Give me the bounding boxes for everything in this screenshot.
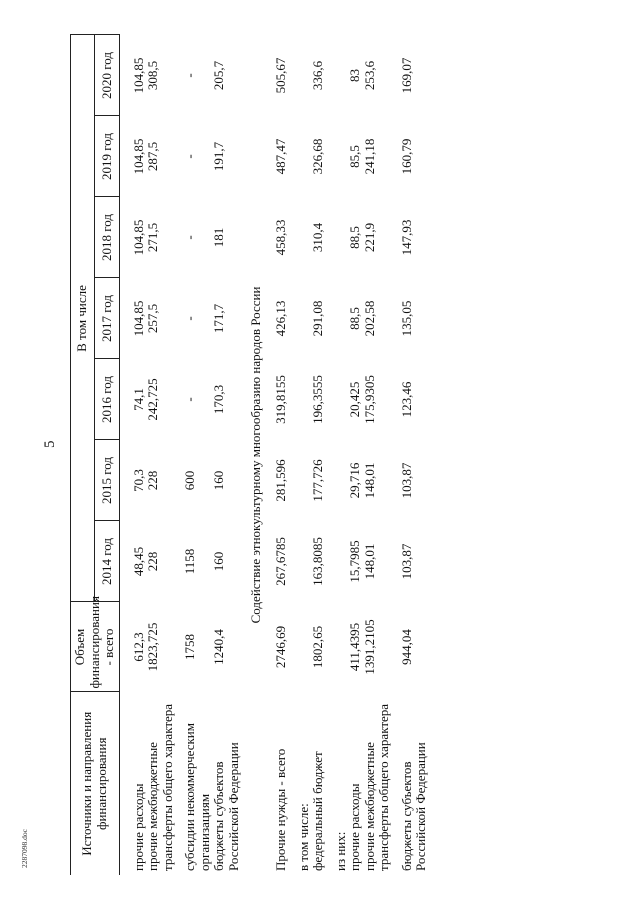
value-cell: 135,05 bbox=[398, 300, 414, 337]
value-cell: 287,5 bbox=[145, 141, 161, 172]
value-cell: 426,13 bbox=[273, 300, 289, 337]
value-cell: 123,46 bbox=[398, 381, 414, 418]
spacer-cell bbox=[119, 35, 132, 875]
value-cell: - bbox=[182, 235, 198, 240]
value-cell: 104,85 bbox=[130, 300, 146, 337]
table-row bbox=[348, 35, 363, 875]
table-row bbox=[212, 35, 241, 875]
value-cell bbox=[334, 602, 349, 692]
table-row bbox=[334, 35, 349, 875]
row-label: Прочие нужды - всего bbox=[273, 748, 289, 871]
value-cell bbox=[297, 602, 312, 692]
page-number: 5 bbox=[42, 440, 58, 448]
value-cell: 83 bbox=[347, 68, 363, 82]
value-cell: 228 bbox=[145, 551, 161, 572]
header-total: Объем финансирования - всего bbox=[71, 602, 120, 692]
table-row bbox=[297, 35, 312, 875]
value-cell: 171,7 bbox=[211, 303, 227, 334]
value-cell: 175,9305 bbox=[361, 375, 377, 424]
value-cell bbox=[334, 116, 349, 197]
header-year: 2014 год bbox=[95, 521, 119, 602]
table-row bbox=[311, 35, 326, 875]
value-cell: 104,85 bbox=[130, 57, 146, 94]
value-cell: 458,33 bbox=[273, 219, 289, 256]
value-cell: 308,5 bbox=[145, 60, 161, 91]
financing-table bbox=[70, 34, 429, 875]
document-id: 2287098.doc bbox=[20, 829, 29, 868]
value-cell: 241,18 bbox=[361, 138, 377, 175]
value-cell: 505,67 bbox=[273, 57, 289, 94]
header-year: 2015 год bbox=[95, 440, 119, 521]
table-row bbox=[146, 35, 175, 875]
value-cell bbox=[297, 359, 312, 440]
value-cell: 160,79 bbox=[398, 138, 414, 175]
value-cell: 310,4 bbox=[310, 222, 326, 253]
table-header bbox=[71, 35, 120, 875]
row-label: из них: bbox=[332, 831, 348, 871]
value-cell: 48,45 bbox=[130, 546, 146, 577]
value-cell: 411,4395 bbox=[347, 622, 363, 672]
value-cell: 85,5 bbox=[347, 145, 363, 168]
value-cell: 326,68 bbox=[310, 138, 326, 175]
value-cell: 271,5 bbox=[145, 222, 161, 253]
value-cell: 181 bbox=[211, 227, 227, 248]
value-cell: - bbox=[182, 316, 198, 321]
header-year: 2018 год bbox=[95, 197, 119, 278]
header-sources: Источники и направления финансирования bbox=[71, 692, 120, 875]
value-cell: 15,7985 bbox=[347, 540, 363, 583]
header-year: 2017 год bbox=[95, 278, 119, 359]
table-row bbox=[274, 35, 289, 875]
value-cell: 103,87 bbox=[398, 462, 414, 499]
value-cell: 160 bbox=[211, 470, 227, 491]
value-cell: 104,85 bbox=[130, 219, 146, 256]
section-row bbox=[241, 35, 274, 875]
row-label: федеральный бюджет bbox=[310, 751, 326, 871]
value-cell: 163,8085 bbox=[310, 537, 326, 586]
value-cell: 944,04 bbox=[398, 629, 414, 665]
value-cell: 1758 bbox=[182, 634, 198, 660]
value-cell: 487,47 bbox=[273, 138, 289, 175]
value-cell: 1240,4 bbox=[211, 629, 227, 665]
value-cell: 147,93 bbox=[398, 219, 414, 256]
spacer-row bbox=[326, 35, 334, 875]
value-cell: 319,8155 bbox=[273, 375, 289, 424]
value-cell: 170,3 bbox=[211, 384, 227, 415]
header-year: 2019 год bbox=[95, 116, 119, 197]
table-body bbox=[119, 35, 429, 875]
value-cell: 205,7 bbox=[211, 60, 227, 91]
value-cell: 191,7 bbox=[211, 141, 227, 172]
rotated-table-container bbox=[70, 35, 540, 875]
value-cell: 1802,65 bbox=[310, 625, 326, 669]
value-cell: - bbox=[182, 73, 198, 78]
table-row bbox=[363, 35, 392, 875]
header-year: 2020 год bbox=[95, 35, 119, 116]
value-cell: 104,85 bbox=[130, 138, 146, 175]
table-row bbox=[183, 35, 212, 875]
value-cell: - bbox=[182, 397, 198, 402]
value-cell bbox=[334, 521, 349, 602]
value-cell: 148,01 bbox=[361, 543, 377, 580]
row-label: бюджеты субъектов Российской Федерации bbox=[398, 742, 429, 871]
value-cell bbox=[297, 278, 312, 359]
spacer-row bbox=[289, 35, 297, 875]
row-label: субсидии некоммерческим организациям bbox=[182, 723, 212, 871]
value-cell: 29,716 bbox=[347, 462, 363, 499]
value-cell: 70,3 bbox=[130, 469, 146, 492]
spacer-row bbox=[119, 35, 132, 875]
value-cell: 20,425 bbox=[347, 381, 363, 418]
header-year: 2016 год bbox=[95, 359, 119, 440]
value-cell: 336,6 bbox=[310, 60, 326, 91]
row-label: в том числе: bbox=[295, 803, 311, 871]
value-cell: 196,3555 bbox=[310, 375, 326, 424]
value-cell bbox=[334, 278, 349, 359]
value-cell: 2746,69 bbox=[273, 625, 289, 669]
value-cell: 228 bbox=[145, 470, 161, 491]
value-cell: 74,1 bbox=[130, 388, 146, 411]
value-cell: 600 bbox=[182, 470, 198, 491]
value-cell: 148,01 bbox=[361, 462, 377, 499]
value-cell bbox=[334, 35, 349, 116]
value-cell: 1158 bbox=[182, 548, 198, 575]
table-row bbox=[132, 35, 147, 875]
value-cell: 612,3 bbox=[130, 632, 146, 662]
spacer-cell bbox=[289, 35, 297, 875]
value-cell: 242,725 bbox=[145, 378, 161, 421]
value-cell: 257,5 bbox=[145, 303, 161, 334]
value-cell: 88,5 bbox=[347, 226, 363, 249]
value-cell bbox=[297, 197, 312, 278]
value-cell: 169,07 bbox=[398, 57, 414, 94]
row-label: прочие расходы bbox=[130, 783, 146, 871]
value-cell: 267,6785 bbox=[273, 537, 289, 586]
value-cell bbox=[297, 35, 312, 116]
value-cell bbox=[334, 440, 349, 521]
row-label: прочие межбюджетные трансферты общего характера bbox=[361, 703, 392, 871]
value-cell: 1391,2105 bbox=[361, 619, 377, 675]
spacer-cell bbox=[326, 35, 334, 875]
row-label: прочие межбюджетные трансферты общего характера bbox=[145, 703, 175, 871]
value-cell bbox=[297, 440, 312, 521]
row-label: бюджеты субъектов Российской Федерации bbox=[211, 742, 241, 871]
section-title: Содействие этнокультурному многообразию народов России bbox=[248, 286, 264, 624]
row-label: прочие расходы bbox=[347, 783, 363, 871]
table-row bbox=[400, 35, 429, 875]
value-cell bbox=[334, 359, 349, 440]
value-cell: 253,6 bbox=[361, 60, 377, 91]
value-cell: 221,9 bbox=[361, 222, 377, 253]
value-cell: 177,726 bbox=[310, 459, 326, 502]
value-cell bbox=[297, 521, 312, 602]
header-including: В том числе bbox=[71, 35, 95, 602]
value-cell: 281,596 bbox=[273, 459, 289, 502]
value-cell: - bbox=[182, 154, 198, 159]
value-cell: 160 bbox=[211, 551, 227, 572]
value-cell bbox=[334, 197, 349, 278]
value-cell: 202,58 bbox=[361, 300, 377, 337]
value-cell: 1823,725 bbox=[145, 622, 161, 672]
value-cell: 88,5 bbox=[347, 307, 363, 330]
value-cell bbox=[297, 116, 312, 197]
value-cell: 103,87 bbox=[398, 543, 414, 580]
value-cell: 291,08 bbox=[310, 300, 326, 337]
